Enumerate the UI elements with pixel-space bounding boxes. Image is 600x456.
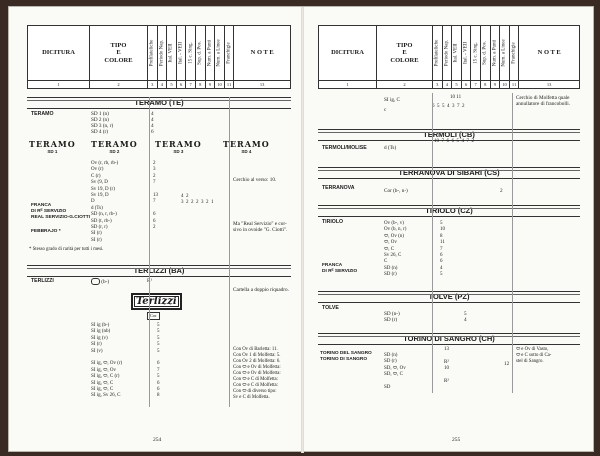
vcol-9: Franchigie bbox=[510, 26, 520, 80]
colnum: 6 bbox=[177, 81, 187, 88]
note-header: N O T E bbox=[250, 49, 274, 57]
torino-values: 13 R² 10 R² bbox=[444, 347, 449, 385]
torino-types: SD (n) SD (r) SD, ⬭, Ov SD, ⬭, C SD bbox=[384, 353, 406, 391]
section-title-torino: TORINO DI SANGRO (CH) bbox=[318, 333, 580, 345]
type-line: SD 4 (r) bbox=[91, 129, 109, 135]
franca-label: DI Rᴱ SERVIZIO bbox=[322, 269, 358, 274]
colnum: 1 bbox=[28, 81, 90, 88]
teramo-types-list: Ov (r, rb, rb-) Ov (r) C (r) Sv (9, D Sv 19, D (r) Sv 19, D D d (Ts) SD (n, r, rb-) SD (t, rb-) SD (r, r) SI (r) SI (r) bbox=[91, 161, 119, 243]
vcol-2: Periodo Nap. bbox=[158, 26, 168, 80]
franca-label: DI Rᴱ SERVIZIO bbox=[31, 209, 67, 214]
teramo-col-a: 2 3 2 7 13 7 6 6 2 bbox=[153, 161, 158, 231]
section-title-terranova: TERRANOVA DI SIBARI (CS) bbox=[318, 167, 580, 179]
place-name: TORINO DEL SANGRO bbox=[320, 351, 372, 356]
colnum: 6 bbox=[462, 81, 472, 88]
colnum: 1 bbox=[319, 81, 377, 88]
tipo-colore-header: TIPO E COLORE bbox=[90, 26, 148, 80]
colnum: 10 bbox=[500, 81, 510, 88]
torino-notes: ⬭ e Ov di Vasto, ⬭ e C sotto di Ca- stel di Sangro. bbox=[516, 347, 552, 364]
rarity-value: 4 bbox=[464, 317, 467, 323]
colnum: 3 bbox=[148, 81, 158, 88]
vcol-5: 15 c. Sing. bbox=[471, 26, 481, 80]
type-line: d (Ts) bbox=[384, 145, 397, 151]
vcol-6: Sup. d. Pos. bbox=[196, 26, 206, 80]
type-line: SD 3 (n, r) bbox=[91, 123, 114, 129]
terlizzi-values: 5 5 5 5 5 6 7 5 6 6 8 bbox=[157, 323, 160, 399]
vcol-4: Ital. - VEII bbox=[177, 26, 187, 80]
colnum: 13 bbox=[546, 82, 552, 87]
continuation-note: Cerchio di Molfetta quale bbox=[516, 95, 570, 101]
vcol-8: Num. a Linee bbox=[500, 26, 510, 80]
colnum: 4 bbox=[158, 81, 168, 88]
place-name: TOLVE bbox=[322, 305, 339, 311]
colnum: 10 bbox=[215, 81, 225, 88]
vcol-7: Num. a Punti bbox=[491, 26, 501, 80]
section-title-tolve: TOLVE (PZ) bbox=[318, 291, 580, 303]
page-number: 254 bbox=[153, 437, 162, 443]
colnum: 7 bbox=[186, 81, 196, 88]
type-line: SD (n-) bbox=[384, 311, 400, 317]
rarity-value: 2 bbox=[500, 188, 503, 194]
vcol-1: Prefilateliche bbox=[148, 26, 158, 80]
left-page bbox=[9, 7, 301, 453]
rarity-value: 5 bbox=[464, 311, 467, 317]
column-rule bbox=[229, 97, 230, 407]
colnum: 7 bbox=[471, 81, 481, 88]
column-rule bbox=[432, 93, 433, 393]
rarity-value: 4 bbox=[151, 123, 154, 129]
section-title-termoli: TERMOLI (CB) bbox=[318, 129, 580, 141]
colnum: 5 bbox=[452, 81, 462, 88]
header-table bbox=[318, 25, 580, 81]
type-line: SD (r) bbox=[384, 317, 398, 323]
type-line: c bbox=[384, 107, 387, 113]
colnum: 13 bbox=[259, 82, 265, 87]
franca-label: REAL SERVIZIO-G.CIOTTI bbox=[31, 215, 90, 220]
vcol-4: Ital. - VEII bbox=[462, 26, 472, 80]
vcol-2: Periodo Nap. bbox=[443, 26, 453, 80]
colnum: 11 bbox=[225, 81, 235, 88]
section-title-tiriolo: TIRIOLO (CZ) bbox=[318, 205, 580, 217]
section-title-teramo: TERAMO (TE) bbox=[27, 97, 291, 109]
verso-note: Cerchio al verso: 10. bbox=[233, 177, 277, 183]
type-line: (b-) bbox=[91, 278, 109, 285]
franca-label: FEBBRAJO * bbox=[31, 229, 61, 234]
note-header: N O T E bbox=[537, 49, 561, 57]
header-table bbox=[27, 25, 291, 81]
colnum: 2 bbox=[377, 81, 433, 88]
rarity-value: 4 bbox=[151, 111, 154, 117]
book-spread bbox=[8, 6, 594, 452]
vcol-9: Franchigie bbox=[225, 26, 235, 80]
colnum: 8 bbox=[481, 81, 491, 88]
continuation-note: annullatore di francobolli. bbox=[516, 101, 571, 107]
postmark-sd1: TERAMO SD 1 bbox=[29, 139, 76, 154]
place-name: TERRANOVA bbox=[322, 185, 355, 191]
vcol-1: Prefilateliche bbox=[433, 26, 443, 80]
franca-label: FRANCA bbox=[31, 203, 52, 208]
section-title-terlizzi: TERLIZZI (BA) bbox=[27, 265, 291, 277]
tiriolo-types: Ov (b-, v) Ov (b, n, r) ⬭, Ov (n) ⬭, Ov ⬭, C Sv 26, C C SD (n) SD (r) bbox=[384, 221, 407, 278]
colnum: 3 bbox=[433, 81, 443, 88]
rarity-value: 4 bbox=[151, 117, 154, 123]
type-line: SD 1 (n) bbox=[91, 111, 109, 117]
vcol-5: 15 c. Sing. bbox=[186, 26, 196, 80]
colnum: 9 bbox=[206, 81, 216, 88]
place-name: TERLIZZI bbox=[31, 278, 54, 284]
colnum: 2 bbox=[90, 81, 148, 88]
continuation-values: 6 5 5 4 3 7 2 bbox=[432, 104, 465, 109]
vcol-6: Sup. d. Pos. bbox=[481, 26, 491, 80]
rarity-value: R¹ bbox=[147, 278, 153, 284]
oval-mark-icon bbox=[91, 278, 100, 285]
colnum: 11 bbox=[510, 81, 520, 88]
rarity-value: 12 bbox=[504, 361, 510, 367]
right-page bbox=[304, 7, 595, 453]
place-name: TERMOLI/MOLISE bbox=[322, 145, 367, 151]
column-number-row bbox=[318, 81, 580, 89]
continuation-values: 10 11 bbox=[450, 95, 462, 100]
teramo-col-b: 4 2 3 2 2 2 3 2 1 bbox=[181, 194, 214, 206]
vcol-8: Num. a Linee bbox=[215, 26, 225, 80]
type-line: SI ig, C bbox=[384, 97, 400, 103]
footnote: * Stesso grado di rarità per tutti i mesi. bbox=[29, 247, 104, 252]
franca-label: FRANCA bbox=[322, 263, 343, 268]
vcol-3: Ital. VEII bbox=[452, 26, 462, 80]
place-name: TERAMO bbox=[31, 111, 54, 117]
terlizzi-types-list: SI ig (b-) SI ig (nb) SI ig (v) SI (r) SI (v) SI ig, ⬭, Ov (r) SI ig, ⬭, Ov SI ig, ⬭, C (r) SI ig, ⬭, C SI ig, ⬭, C SI ig, Sv 26, C bbox=[91, 323, 123, 399]
dicitura-header: DICITURA bbox=[319, 26, 377, 80]
tipo-colore-header: TIPO E COLORE bbox=[377, 26, 433, 80]
column-rule bbox=[512, 93, 513, 393]
colnum: 8 bbox=[196, 81, 206, 88]
postmark-sd3: TERAMO SD 3 bbox=[155, 139, 202, 154]
tiriolo-values: 5 10 8 11 7 6 6 4 5 bbox=[440, 221, 445, 278]
colnum: 5 bbox=[167, 81, 177, 88]
rarity-value: 6 bbox=[151, 129, 154, 135]
place-name: TORINO DI SANGRO bbox=[320, 357, 368, 362]
termoli-values: 10 7 6 6 5 4 7 2 bbox=[434, 139, 474, 144]
terlizzi-cor-label: Cor bbox=[147, 312, 160, 320]
real-note: sivo in ovoide "G. Ciotti". bbox=[233, 227, 288, 233]
real-note: Ma "Real Servizio" e cor- bbox=[233, 221, 287, 227]
terlizzi-note: Cartella a doppio riquadro. bbox=[233, 287, 289, 293]
column-number-row bbox=[27, 81, 291, 89]
type-line: Cor (b-, n-) bbox=[384, 188, 408, 194]
terlizzi-cartella-stamp: Terlizzi bbox=[131, 293, 182, 310]
vcol-7: Num. a Punti bbox=[206, 26, 216, 80]
vcol-3: Ital. VEII bbox=[167, 26, 177, 80]
postmark-sd4: TERAMO SD 4 bbox=[223, 139, 270, 154]
page-number: 255 bbox=[452, 437, 461, 443]
place-name: TIRIOLO bbox=[322, 219, 344, 225]
dicitura-header: DICITURA bbox=[28, 26, 90, 80]
colnum: 4 bbox=[443, 81, 453, 88]
terlizzi-notes: Con Ov di Barletta: 11. Con Ov 1 di Molfetta: 5. Con Ov 2 di Molfetta: 6. Con ⬭ e Ov di Molfetta: Con ⬭ e Ov di Molfetta: Con ⬭ e C di Molfetta: Con ⬭ e C di Molfetta: Con ⬭ di diverso tipo: Sv e C di Molfetta. bbox=[233, 347, 281, 400]
postmark-sd2: TERAMO SD 2 bbox=[91, 139, 138, 154]
colnum: 9 bbox=[491, 81, 501, 88]
type-line: SD 2 (n) bbox=[91, 117, 109, 123]
